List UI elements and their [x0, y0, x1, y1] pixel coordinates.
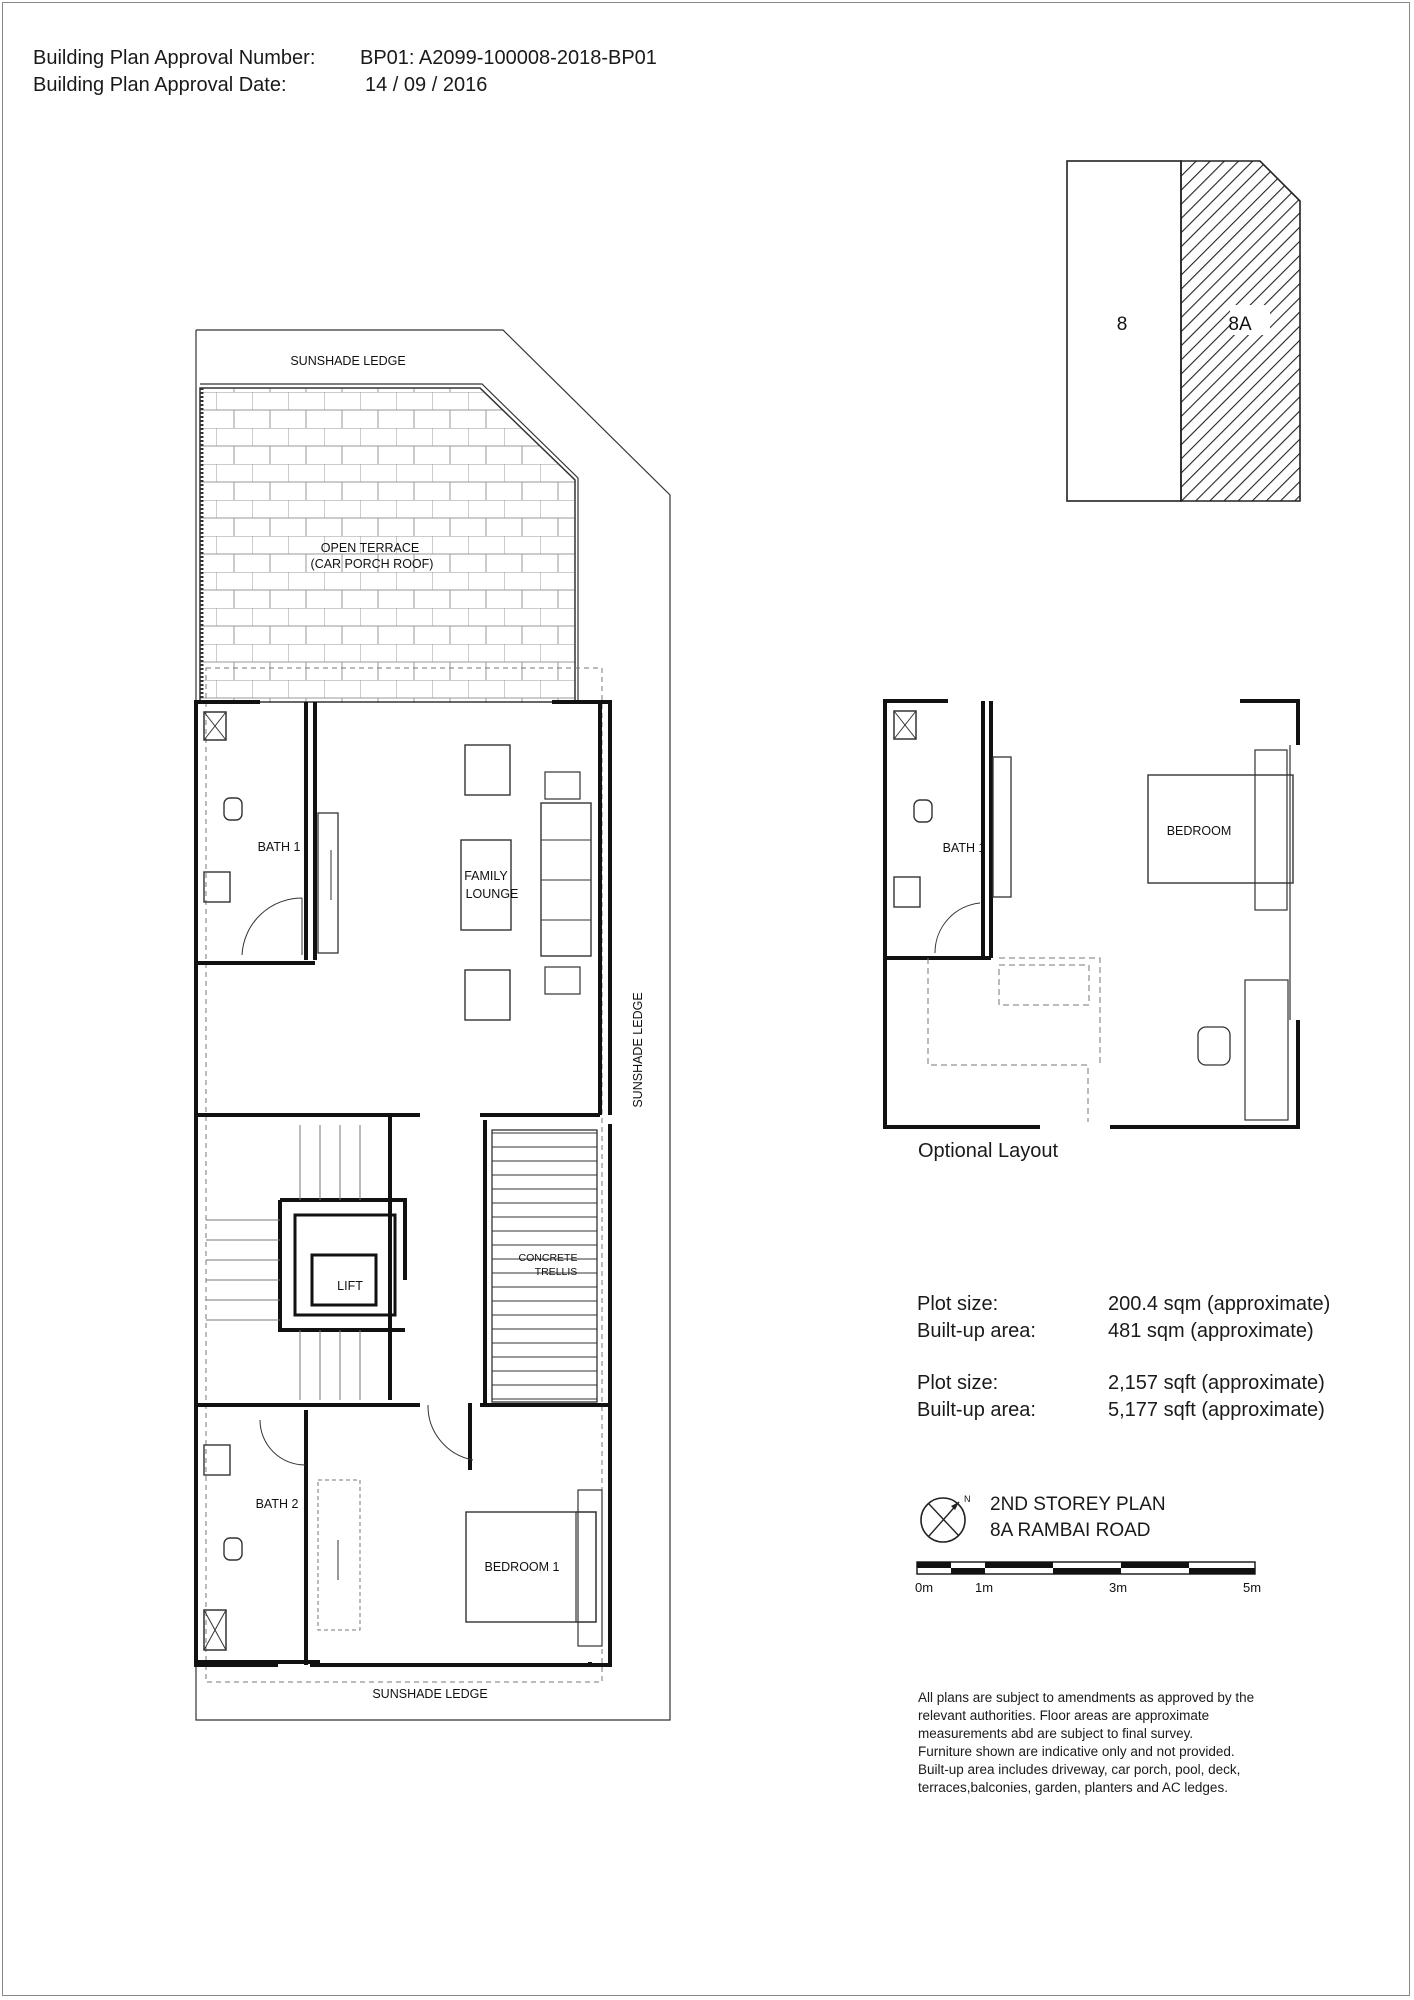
armchair-bottom: [465, 970, 510, 1020]
plan-title: 2ND STOREY PLAN: [990, 1494, 1166, 1515]
note-line: relevant authorities. Floor areas are approximate: [918, 1708, 1210, 1723]
toilet-bath2: [224, 1538, 242, 1560]
north-label: N: [964, 1494, 971, 1504]
area-value-built-sqm: 481 sqm (approximate): [1108, 1320, 1314, 1342]
label-bath2: BATH 2: [255, 1497, 299, 1511]
side-table-top: [545, 772, 580, 799]
staircase: [206, 1125, 360, 1400]
note-line: Furniture shown are indicative only and not provided.: [918, 1744, 1235, 1759]
plan-address: 8A RAMBAI ROAD: [990, 1520, 1151, 1541]
label-bath1: BATH 1: [257, 840, 301, 854]
label-sunshade-bottom: SUNSHADE LEDGE: [372, 1687, 488, 1701]
optional-walls: [885, 701, 1298, 1127]
area-label-built-sqm: Built-up area:: [917, 1320, 1036, 1342]
lift-shaft: [295, 1215, 395, 1315]
optional-basin: [894, 877, 920, 907]
scale-bar: [915, 1560, 1275, 1600]
optional-toilet: [914, 800, 932, 822]
label-lounge: LOUNGE: [465, 887, 519, 901]
label-family: FAMILY: [464, 869, 508, 883]
wardrobe-lounge: [318, 813, 338, 953]
approval-date-label: Building Plan Approval Date:: [33, 74, 287, 96]
area-value-built-sqft: 5,177 sqft (approximate): [1108, 1399, 1325, 1421]
approval-number-value: BP01: A2099-100008-2018-BP01: [360, 47, 657, 69]
note-line: Built-up area includes driveway, car porch, pool, deck,: [918, 1762, 1241, 1777]
label-bedroom1: BEDROOM 1: [484, 1560, 560, 1574]
optional-label-bath1: BATH 1: [942, 841, 986, 855]
note-line: terraces,balconies, garden, planters and AC ledges.: [918, 1780, 1228, 1795]
area-value-plot-sqm: 200.4 sqm (approximate): [1108, 1293, 1331, 1315]
coffee-table: [461, 840, 511, 930]
note-line: measurements abd are subject to final survey.: [918, 1726, 1194, 1741]
key-plan: [1060, 155, 1310, 505]
north-arrow-icon: [915, 1490, 975, 1550]
basin-bath2: [204, 1445, 230, 1475]
optional-door: [935, 903, 980, 953]
key-plan-label-8: 8: [1116, 314, 1128, 335]
scale-label-0m: 0m: [915, 1580, 934, 1595]
side-table-bottom: [545, 967, 580, 994]
area-label-built-sqft: Built-up area:: [917, 1399, 1036, 1421]
optional-label-bedroom: BEDROOM: [1166, 824, 1232, 838]
door-bath2: [260, 1420, 305, 1465]
label-trellis: TRELLIS: [534, 1266, 578, 1278]
optional-layout-plan: [880, 695, 1310, 1135]
label-sunshade-side: SUNSHADE LEDGE: [631, 992, 645, 1108]
door-bath1: [242, 898, 302, 955]
optional-layout-caption: Optional Layout: [918, 1140, 1059, 1162]
note-line: All plans are subject to amendments as approved by the: [918, 1690, 1255, 1705]
armchair-top: [465, 745, 510, 795]
wardrobe-bedroom1: [318, 1480, 360, 1630]
approval-number-label: Building Plan Approval Number:: [33, 47, 316, 69]
toilet-bath1: [224, 798, 242, 820]
label-open-terrace: OPEN TERRACE: [320, 541, 420, 555]
label-concrete: CONCRETE: [518, 1252, 578, 1264]
disclaimer-notes: [918, 1689, 1338, 1797]
optional-wardrobe: [993, 757, 1011, 897]
label-lift: LIFT: [337, 1279, 363, 1293]
main-floor-plan: [180, 320, 680, 1730]
area-label-plot-sqft: Plot size:: [917, 1372, 999, 1394]
door-bedroom1: [428, 1405, 473, 1460]
label-sunshade-top: SUNSHADE LEDGE: [290, 354, 406, 368]
scale-label-3m: 3m: [1109, 1580, 1128, 1595]
optional-desk: [1245, 980, 1288, 1120]
area-label-plot-sqm: Plot size:: [917, 1293, 999, 1315]
scale-label-5m: 5m: [1243, 1580, 1262, 1595]
label-car-porch-roof: (CAR PORCH ROOF): [310, 557, 434, 571]
basin-bath1: [204, 872, 230, 902]
optional-chair: [1198, 1027, 1230, 1065]
key-plan-label-8a: 8A: [1228, 314, 1252, 335]
approval-date-value: 14 / 09 / 2016: [365, 74, 488, 96]
scale-label-1m: 1m: [975, 1580, 994, 1595]
area-value-plot-sqft: 2,157 sqft (approximate): [1108, 1372, 1325, 1394]
